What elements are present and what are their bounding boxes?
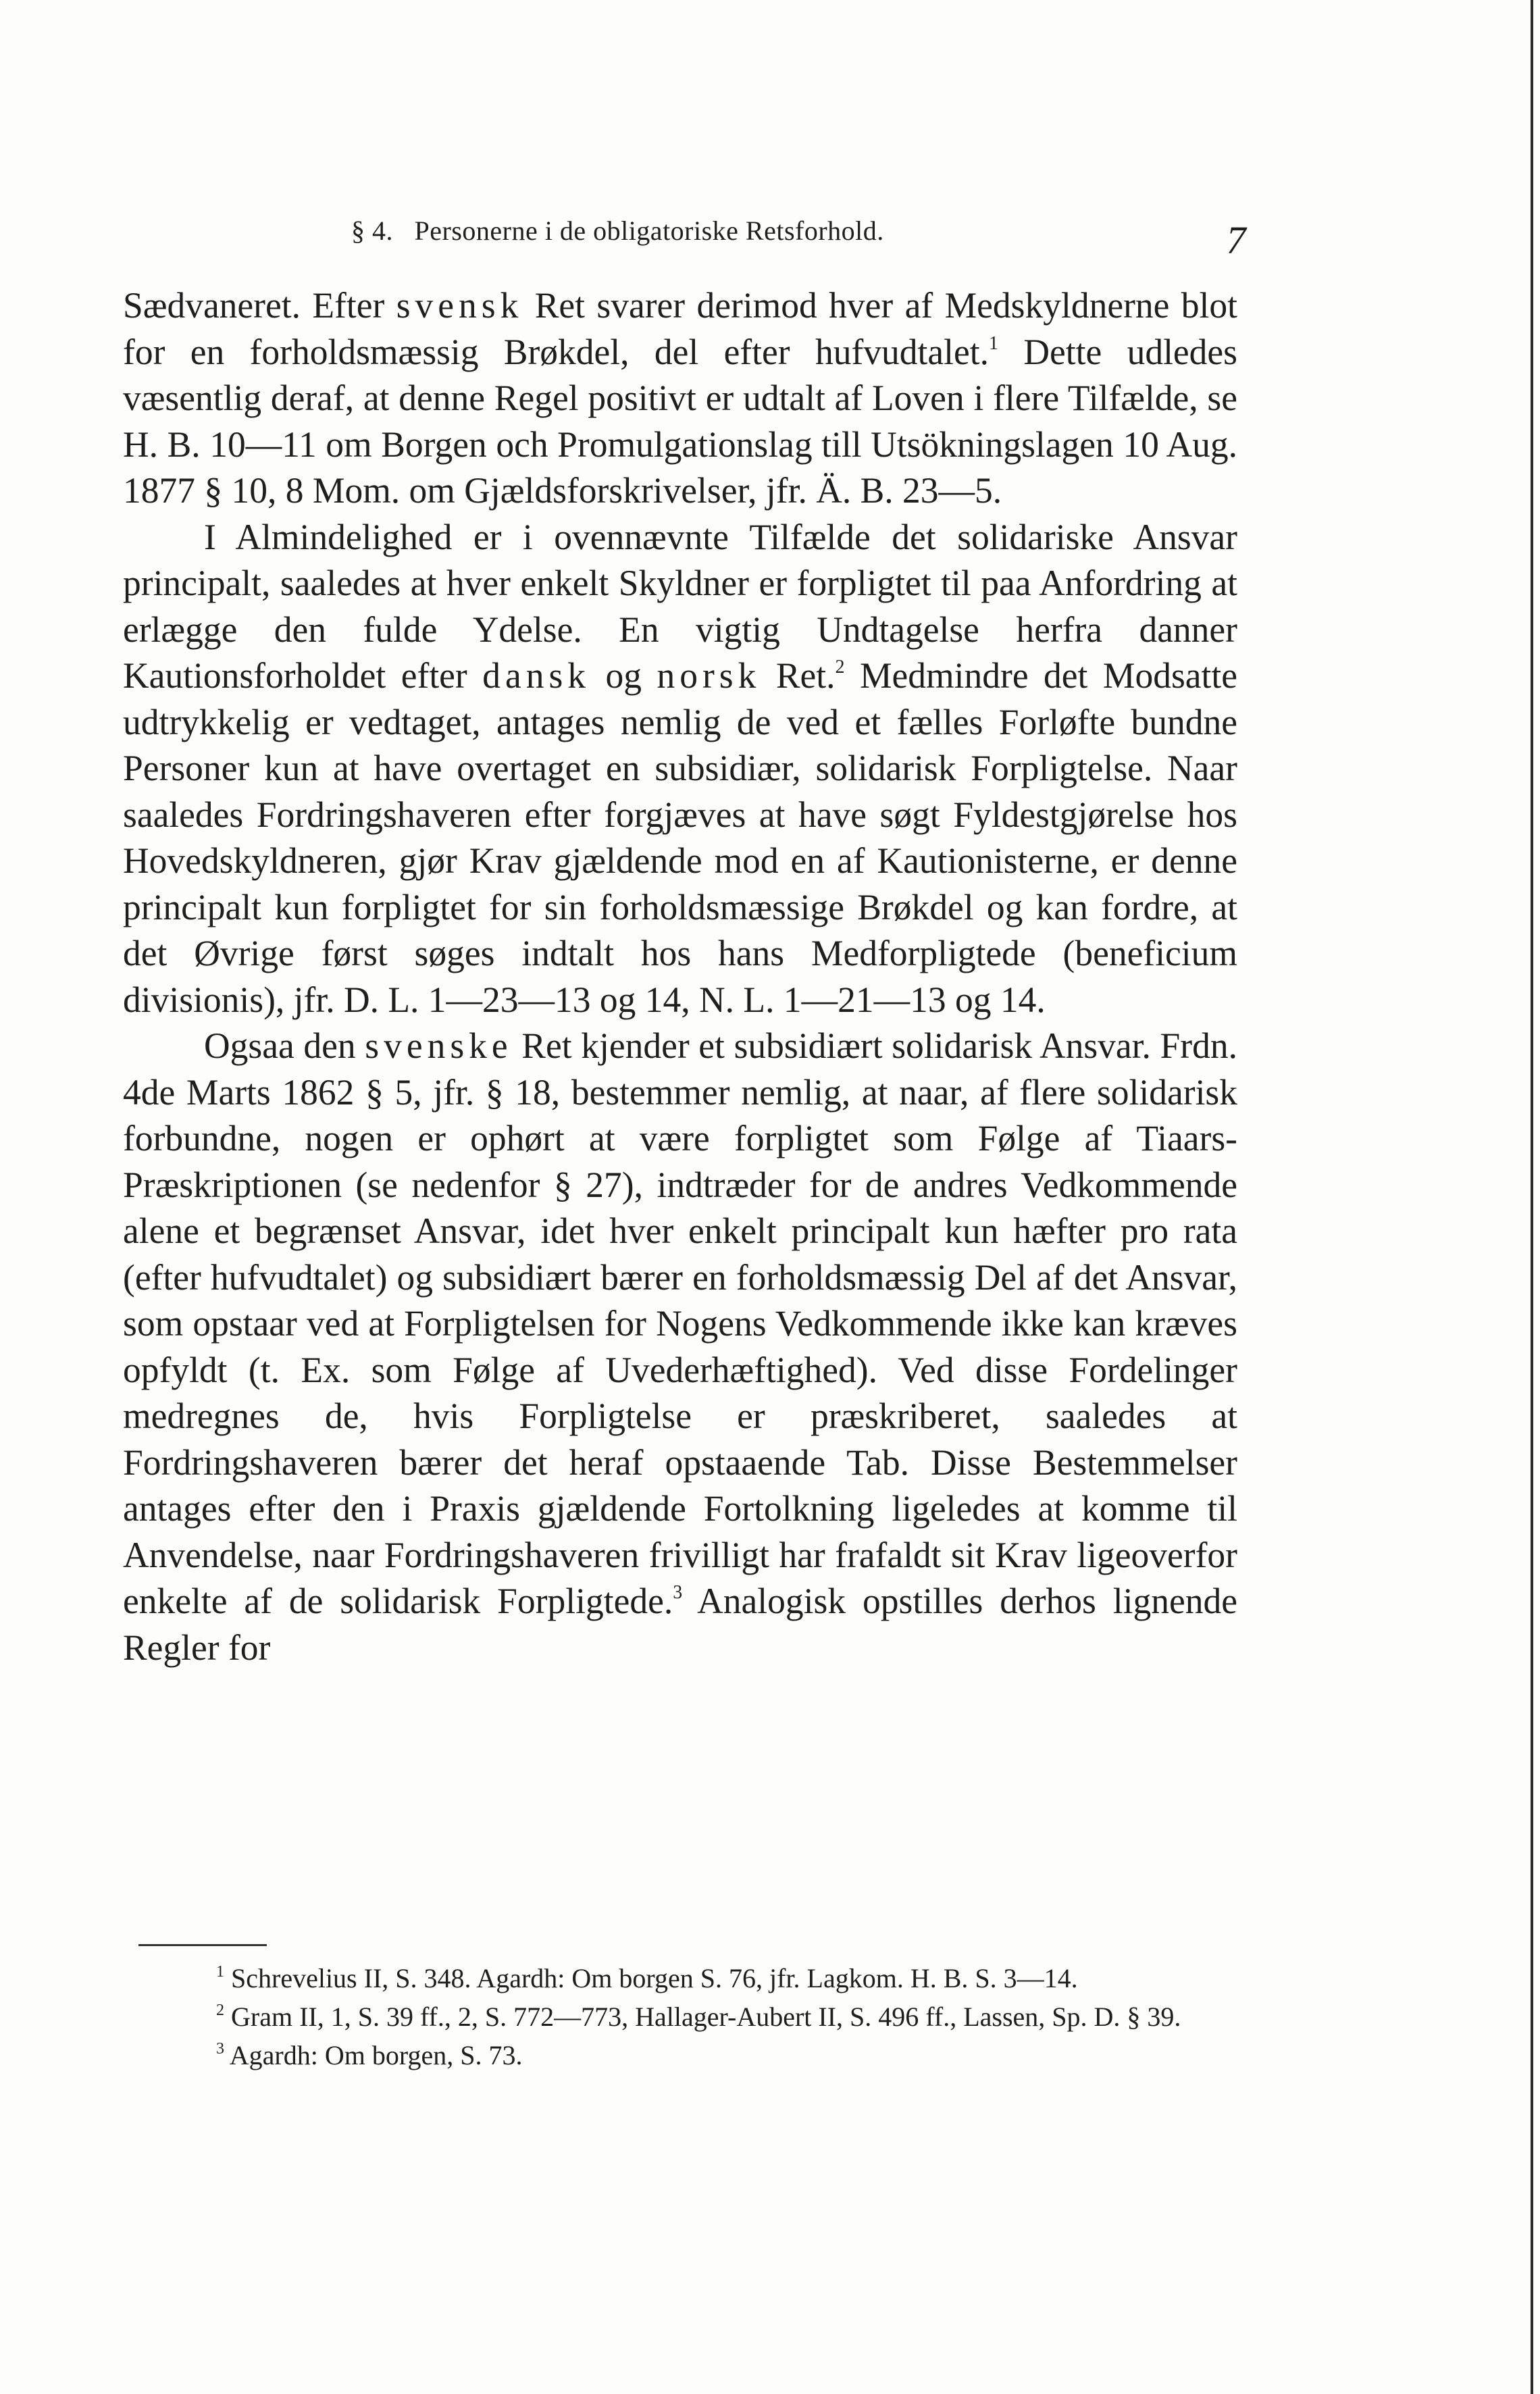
p3-text-a: Ogsaa den xyxy=(204,1025,365,1066)
p1-spaced-svensk: svensk xyxy=(396,285,523,326)
p3-spaced-svenske: svenske xyxy=(365,1025,513,1066)
footnote-ref-3[interactable]: 3 xyxy=(673,1582,683,1603)
footnote-1 xyxy=(138,1959,1239,1997)
p1-text-a: Sædvaneret. Efter xyxy=(123,285,396,326)
chapter-title: Personerne i de obligatoriske Retsforhold. xyxy=(414,215,884,246)
p2-spaced-dansk: dansk xyxy=(482,655,591,696)
page-number: 7 xyxy=(1226,218,1246,262)
p2-text-a: I Almindelighed er i ovennævnte Tilfælde det solidariske Ansvar principalt, saaledes at hver enkelt Skyldner er forpligtet til paa Anfordring at erlægge den fulde Ydelse. En vigtig Undtagelse herfra danner Kautionsforholdet efter xyxy=(123,516,1237,696)
footnote-marker-2: 2 xyxy=(216,2002,224,2019)
p3-text-c: Ret kjender et subsidiært solidarisk Ansvar. Frdn. 4de Marts 1862 § 5, jfr. § 18, bestemmer nemlig, at naar, af flere solidarisk forbundne, nogen er ophørt at være forpligtet som Følge af Tiaars-Præskriptionen (se nedenfor § 27), indtræder for de andres Vedkommende alene et begrænset Ansvar, idet hver enkelt principalt kun hæfter pro rata (efter hufvudtalet) og subsidiært bærer en forholdsmæssig Del af det Ansvar, som opstaar ved at Forpligtelsen for Nogens Vedkommende ikke kan kræves opfyldt (t. Ex. som Følge af Uvederhæftighed). Ved disse Fordelinger medregnes de, hvis Forpligtelse er præskriberet, saaledes at Fordringshaveren bærer det heraf opstaaende Tab. Disse Bestemmelser antages efter den i Praxis gjældende Fortolkning ligeledes at komme til Anvendelse, naar Fordringshaveren frivilligt har frafaldt sit Krav ligeoverfor enkelte af de solidarisk Forpligtede. xyxy=(123,1025,1237,1621)
running-head xyxy=(138,215,1246,269)
p1-text-c: Ret svarer derimod hver af Medskyldnerne blot for en forholdsmæssig Brøkdel, del efter hufvudtalet. xyxy=(123,285,1237,372)
footnotes xyxy=(138,1959,1239,2074)
paragraph-1 xyxy=(123,282,1237,514)
footnote-text-1: Schrevelius II, S. 348. Agardh: Om borgen S. 76, jfr. Lagkom. H. B. S. 3—14. xyxy=(224,1963,1078,1993)
running-head-title xyxy=(351,215,884,247)
footnote-marker-3: 3 xyxy=(216,2040,224,2058)
p2-text-c: og xyxy=(590,655,657,696)
footnote-marker-1: 1 xyxy=(216,1963,224,1981)
section-number: § 4. xyxy=(351,215,393,246)
footnote-2 xyxy=(138,1997,1239,2036)
footnote-3 xyxy=(138,2036,1239,2074)
body-text xyxy=(123,282,1237,1671)
p2-spaced-norsk: norsk xyxy=(657,655,761,696)
footnote-rule xyxy=(138,1944,267,1946)
p2-text-e: Ret. xyxy=(761,655,836,696)
footnote-text-2: Gram II, 1, S. 39 ff., 2, S. 772—773, Hallager-Aubert II, S. 496 ff., Lassen, Sp. D. § 39. xyxy=(224,2002,1181,2032)
p1-text-d: Dette udledes væsentlig deraf, at denne Regel positivt er udtalt af Loven i flere Tilfælde, se H. B. 10—11 om Borgen och Promulgationslag till Utsökningslagen 10 Aug. 1877 § 10, 8 Mom. om Gjældsforskrivelser, jfr. Ä. B. 23—5. xyxy=(123,331,1237,511)
paragraph-3 xyxy=(123,1023,1237,1671)
footnote-text-3: Agardh: Om borgen, S. 73. xyxy=(224,2040,523,2070)
footnote-ref-2[interactable]: 2 xyxy=(835,657,845,678)
paragraph-2 xyxy=(123,514,1237,1023)
p3-text-d: Analogisk opstilles derhos lignende Regler for xyxy=(123,1581,1237,1668)
p2-text-f: Medmindre det Modsatte udtrykkelig er vedtaget, antages nemlig de ved et fælles Forløfte bundne Personer kun at have overtaget en subsidiær, solidarisk Forpligtelse. Naar saaledes Fordringshaveren efter forgjæves at have søgt Fyldestgjørelse hos Hovedskyldneren, gjør Krav gjældende mod en af Kautionisterne, er denne principalt kun forpligtet for sin forholdsmæssige Brøkdel og kan fordre, at det Øvrige først søges indtalt hos hans Medforpligtede (beneficium divisionis), jfr. D. L. 1—23—13 og 14, N. L. 1—21—13 og 14. xyxy=(123,655,1237,1020)
footnote-ref-1[interactable]: 1 xyxy=(989,332,998,354)
scan-edge-line xyxy=(1531,0,1533,2394)
